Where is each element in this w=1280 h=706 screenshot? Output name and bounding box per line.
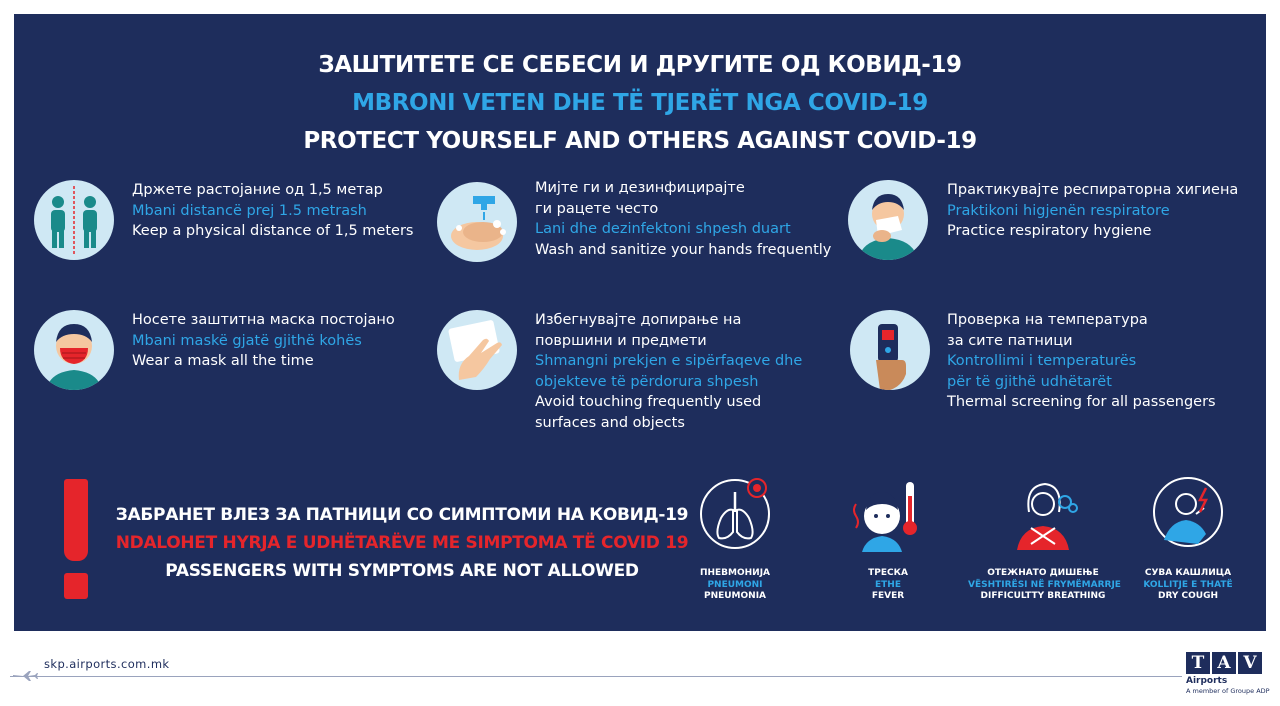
tip-line: Избегнувајте допирање на: [535, 312, 742, 328]
dry-cough-icon: [1148, 474, 1228, 552]
tip-line: ги рацете често: [535, 200, 659, 217]
tip-line: Kontrollimi i temperaturës: [947, 353, 1137, 369]
symptom-pneumonia: [660, 474, 810, 603]
symptom-label-mk: ТРЕСКА: [868, 568, 908, 578]
footer-divider: [10, 676, 1182, 677]
tip-text: [132, 180, 442, 242]
tip-text: [947, 180, 1257, 242]
physical-distance-icon: [34, 180, 114, 260]
tip-line: Mbani maskë gjatë gjithë kohës: [132, 332, 362, 349]
entry-warning: [52, 479, 692, 619]
symptom-label-en: FEVER: [871, 591, 905, 601]
tip-line: Keep a physical distance of 1,5 meters: [132, 223, 414, 239]
website-link[interactable]: skp.airports.com.mk: [44, 657, 170, 671]
tip-line: површини и предмети: [535, 332, 707, 349]
tip-line: Shmangni prekjen e sipërfaqeve dhe: [535, 353, 803, 369]
symptom-label-sq: KOLLITJE E THATË: [1143, 579, 1233, 590]
logo-letter: V: [1238, 652, 1262, 674]
symptom-label-en: PNEUMONIA: [703, 591, 767, 601]
tip-line: за сите патници: [947, 332, 1073, 349]
thermal-scanner-icon: [850, 310, 930, 390]
logo-letter: A: [1212, 652, 1236, 674]
tip-line: Носете заштитна маска постојано: [132, 312, 395, 328]
logo-subtitle: Airports: [1186, 676, 1228, 686]
tip-line: Praktikoni higjenën respiratore: [947, 202, 1170, 219]
tip-line: Lani dhe dezinfektoni shpesh duart: [535, 221, 791, 237]
symptom-dry-cough: [1113, 474, 1263, 603]
hand-washing-icon: [437, 182, 517, 262]
tip-line: Thermal screening for all passengers: [947, 394, 1216, 410]
logo-letter: T: [1186, 652, 1210, 674]
tip-line: objekteve të përdorura shpesh: [535, 373, 759, 390]
respiratory-hygiene-icon: [848, 180, 928, 260]
symptom-difficulty-breathing: [968, 474, 1121, 603]
title-macedonian: ЗАШТИТЕТЕ СЕ СЕБЕСИ И ДРУГИТЕ ОД КОВИД-19: [318, 52, 962, 78]
warning-albanian: NDALOHET HYRJA E UDHËTARËVE ME SIMPTOMA TË COVID 19: [115, 533, 689, 553]
tip-line: Mbani distancë prej 1.5 metrash: [132, 202, 367, 219]
tip-line: Практикувајте респираторна хигиена: [947, 182, 1239, 198]
exclamation-icon: [64, 479, 88, 561]
symptom-label-en: DIFFICULTTY BREATHING: [980, 591, 1106, 601]
tip-text: [132, 310, 442, 372]
tip-line: Мијте ги и дезинфицирајте: [535, 180, 745, 196]
lungs-icon: [695, 474, 775, 552]
tip-line: Држете растојание од 1,5 метар: [132, 182, 383, 198]
tip-line: Wear a mask all the time: [132, 353, 314, 369]
tav-airports-logo: [1186, 652, 1270, 696]
symptom-label-mk: ПНЕВМОНИЈА: [699, 568, 771, 578]
title-albanian: MBRONI VETEN DHE TË TJERËT NGA COVID-19: [352, 90, 928, 116]
tip-line: Practice respiratory hygiene: [947, 223, 1152, 239]
warning-english: PASSENGERS WITH SYMPTOMS ARE NOT ALLOWED: [165, 561, 639, 581]
tip-text: [535, 178, 845, 260]
tip-line: Проверка на температура: [947, 312, 1148, 328]
fever-thermometer-icon: [848, 474, 928, 552]
tip-text: [947, 310, 1257, 413]
tip-line: për të gjithë udhëtarët: [947, 373, 1112, 390]
avoid-touching-icon: [437, 310, 517, 390]
symptom-label-sq: ETHE: [875, 579, 901, 590]
tip-text: [535, 310, 845, 433]
breathing-difficulty-icon: [1003, 474, 1083, 552]
symptom-label-mk: ОТЕЖНАТО ДИШЕЊЕ: [987, 568, 1099, 578]
infographic-panel: [14, 14, 1266, 631]
symptom-label-mk: СУВА КАШЛИЦА: [1144, 568, 1232, 578]
tip-line: Wash and sanitize your hands frequently: [535, 241, 832, 258]
symptom-fever: [813, 474, 963, 603]
symptom-label-sq: PNEUMONI: [707, 579, 763, 590]
tip-line: Avoid touching frequently used: [535, 394, 762, 410]
logo-tagline: A member of Groupe ADP: [1186, 687, 1270, 695]
warning-text: [112, 501, 692, 585]
symptom-label-sq: VËSHTIRËSI NË FRYMËMARRJE: [968, 579, 1121, 590]
title-english: PROTECT YOURSELF AND OTHERS AGAINST COVID-19: [303, 128, 977, 154]
title-block: [14, 46, 1266, 160]
symptom-label-en: DRY COUGH: [1157, 591, 1219, 601]
warning-macedonian: ЗАБРАНЕТ ВЛЕЗ ЗА ПАТНИЦИ СО СИМПТОМИ НА КОВИД-19: [115, 505, 689, 525]
logo-letters: [1186, 652, 1270, 674]
exclamation-dot: [64, 573, 88, 599]
tip-line: surfaces and objects: [535, 414, 685, 431]
face-mask-icon: [34, 310, 114, 390]
